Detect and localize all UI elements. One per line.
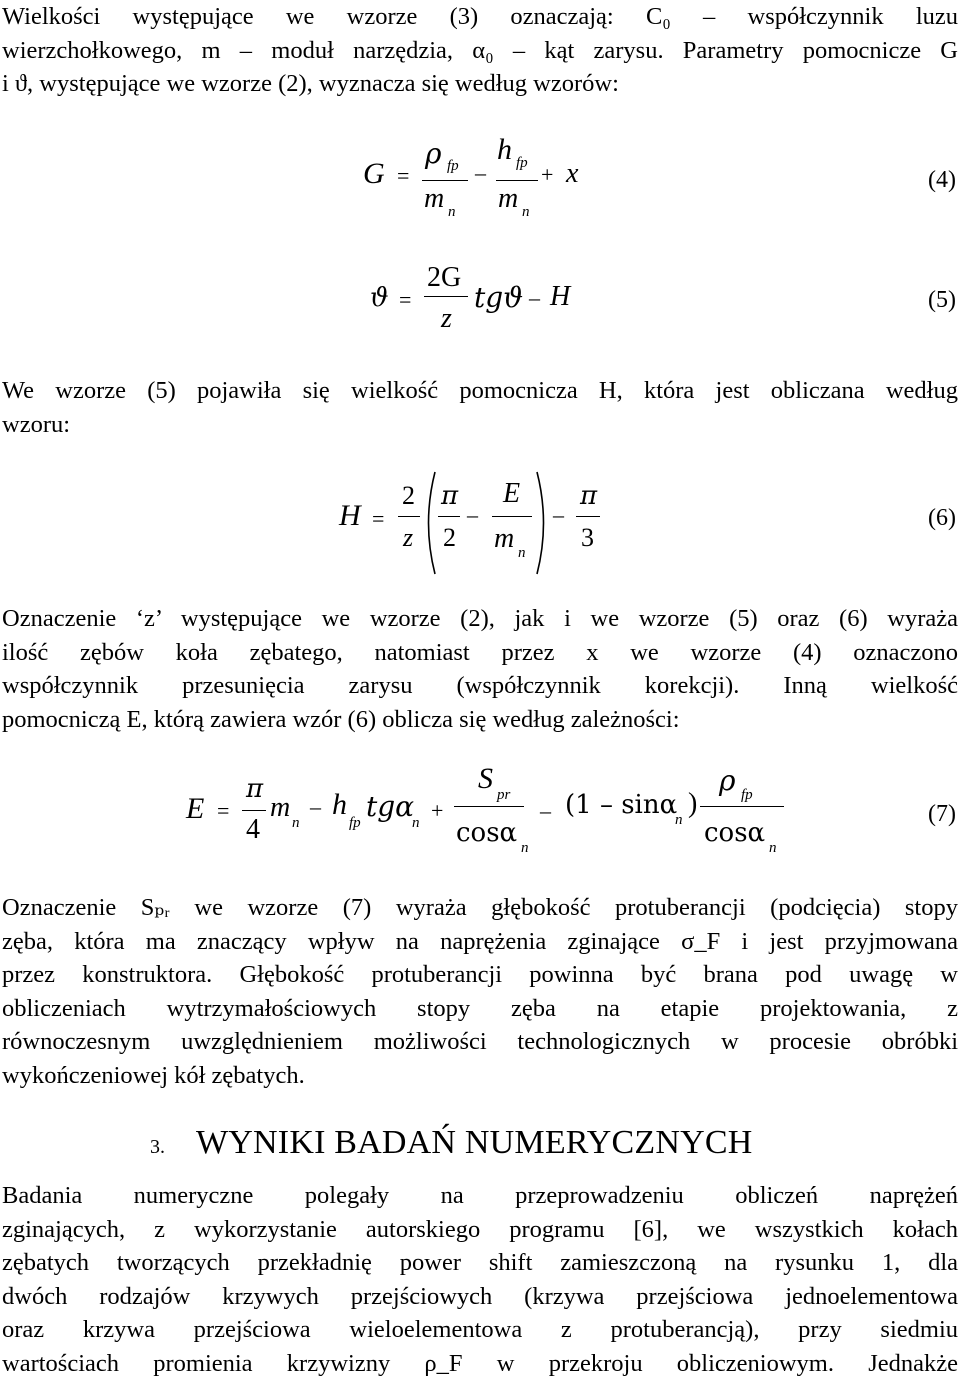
text-line: i ϑ, występujące we wzorze (2), wyznacza się według wzorów: [2, 70, 619, 97]
text-line: dwóch rodzajów krzywych przejściowych (krzywa przejściowa jednoelementowa [2, 1282, 958, 1310]
eq5-num-text: 2G [427, 262, 462, 293]
eq6-two: 2 [402, 481, 415, 510]
eq6-three: 3 [581, 523, 594, 552]
eq4-rho: ρ [425, 137, 442, 170]
eq7-m: m [270, 792, 291, 823]
eq6-pi2: π [580, 481, 598, 511]
eq4-m: m [424, 183, 445, 214]
eq7-fp2: fp [741, 787, 753, 803]
eq5-tg: tgϑ [474, 281, 524, 314]
fraction-bar [576, 516, 600, 517]
text-line: równoczesnym uwzględnieniem możliwości technologicznych w procesie obróbki [2, 1028, 958, 1055]
text-line: oraz krzywa przejściowa wieloelementowa z protuberancją), przy siedmiu [2, 1316, 958, 1343]
text-line: We wzorze (5) pojawiła się wielkość pomocnicza H, która jest obliczana według [2, 377, 958, 404]
eq7-n4: n [675, 812, 683, 828]
eq7-S: S [478, 762, 493, 795]
eq5-equals: = [399, 287, 412, 312]
text-line: Oznaczenie ‘z’ występujące we wzorze (2), jak i we wzorze (5) oraz (6) wyraża [2, 605, 958, 632]
eq7-minus: – [310, 794, 321, 819]
paragraph-intro [2, 0, 958, 101]
text-line: zginających, z wykorzystanie autorskiego programu [6], we wszystkich kołach [2, 1215, 958, 1243]
paragraph-h-intro [2, 374, 958, 441]
eq4-plus: + [541, 162, 554, 187]
eq5-minus: – [529, 285, 540, 310]
eq7-tga: tgα [366, 790, 415, 823]
eq6-minus2: – [553, 502, 564, 527]
fraction-bar [700, 806, 784, 807]
eq7-n3: n [521, 840, 529, 856]
eq4-n2: n [522, 204, 530, 220]
eq6-minus: – [467, 502, 478, 527]
equation-number: (4) [928, 167, 956, 193]
eq4-equals: = [397, 163, 410, 188]
eq4-n: n [448, 204, 456, 220]
eq6-m: m [494, 523, 515, 554]
fraction-bar [492, 516, 532, 517]
eq5-H: H [550, 281, 571, 312]
eq4-lhs: G [363, 157, 385, 190]
left-paren-icon [420, 470, 438, 576]
eq4-fp2: fp [516, 155, 528, 171]
eq4-h: h [497, 133, 512, 166]
eq7-h: h [332, 788, 347, 821]
eq6-pi: π [441, 481, 459, 511]
eq7-plus: + [431, 798, 444, 823]
eq7-lhs: E [186, 792, 205, 825]
eq5-den: z [441, 303, 452, 334]
paragraph-z-definition [2, 602, 958, 736]
eq7-n: n [292, 815, 300, 831]
text-line: wzoru: [2, 410, 71, 438]
eq5-numerator [427, 262, 461, 294]
fraction-bar [242, 810, 266, 811]
equation-number: (5) [928, 287, 956, 313]
eq6-n: n [518, 545, 526, 561]
fraction-bar [454, 806, 524, 807]
eq6-two-den: 2 [443, 523, 456, 552]
right-paren-icon [534, 470, 552, 576]
eq4-minus: – [475, 160, 486, 185]
text-line: wartościach promienia krzywizny ρ_F w przekroju obliczeniowym. Jednakże [2, 1349, 958, 1377]
text-line: Wielkości występujące we wzorze (3) oznaczają: C₀ – współczynnik luzu [2, 3, 958, 30]
text-line: zębatych tworzących przekładnię power shift zamieszczoną na rysunku 1, dla [2, 1249, 958, 1276]
text-line: obliczeniach wytrzymałościowych stopy zęba na etapie projektowania, z [2, 994, 958, 1022]
text-line: wierzchołkowego, m – moduł narzędzia, α₀ – kąt zarysu. Parametry pomocnicze G [2, 36, 958, 64]
text-line: pomocniczą E, którą zawiera wzór (6) oblicza się według zależności: [2, 705, 680, 733]
eq7-n2: n [412, 815, 420, 831]
eq5-lhs: ϑ [370, 283, 389, 313]
fraction-bar [398, 516, 420, 517]
eq6-z: z [403, 523, 414, 552]
text-line: zęba, która ma znaczący wpływ na naprężenia zginające σ_F i jest przyjmowana [2, 927, 958, 955]
paragraph-results [2, 1179, 958, 1380]
eq7-pr: pr [497, 787, 511, 803]
text-line: Badania numeryczne polegały na przeprowadzeniu obliczeń naprężeń [2, 1182, 958, 1209]
section-title: WYNIKI BADAŃ NUMERYCZNYCH [196, 1124, 753, 1161]
text-line: ilość zębów koła zębatego, natomiast przez x we wzorze (4) oznaczono [2, 638, 958, 666]
fraction-bar [438, 516, 460, 517]
eq7-minus2: – [540, 798, 551, 823]
text-line: Oznaczenie Sₚᵣ we wzorze (7) wyraża głębokość protuberancji (podcięcia) stopy [2, 894, 958, 921]
eq6-lhs: H [339, 499, 361, 532]
eq7-close: ) [688, 788, 698, 819]
eq7-pi: π [246, 774, 264, 804]
text-line: przez konstruktora. Głębokość protuberancji powinna być brana pod uwagę w [2, 961, 958, 988]
eq7-equals: = [217, 798, 230, 823]
eq7-cos: cosα [456, 818, 518, 848]
fraction-bar [424, 296, 468, 297]
eq7-four: 4 [246, 814, 260, 845]
section-heading [0, 1118, 960, 1168]
section-number: 3. [150, 1136, 165, 1158]
eq7-rho: ρ [719, 764, 736, 797]
fraction-bar [422, 180, 468, 181]
eq6-equals: = [372, 506, 385, 531]
text-line: współczynnik przesunięcia zarysu (współczynnik korekcji). Inną wielkość [2, 672, 958, 699]
eq7-fp: fp [349, 815, 361, 831]
eq6-E: E [503, 478, 521, 509]
eq4-m2: m [498, 183, 519, 214]
text-line: wykończeniowej kół zębatych. [2, 1061, 305, 1089]
equation-number: (7) [928, 801, 956, 827]
eq7-n5: n [769, 840, 777, 856]
eq7-cos2: cosα [704, 818, 766, 848]
paragraph-spr-definition [2, 891, 958, 1092]
equation-number: (6) [928, 505, 956, 531]
eq4-fp: fp [447, 158, 459, 174]
eq4-x: x [566, 158, 579, 189]
eq7-one-minus-sin: (1 – sinα [565, 790, 678, 820]
fraction-bar [496, 180, 538, 181]
